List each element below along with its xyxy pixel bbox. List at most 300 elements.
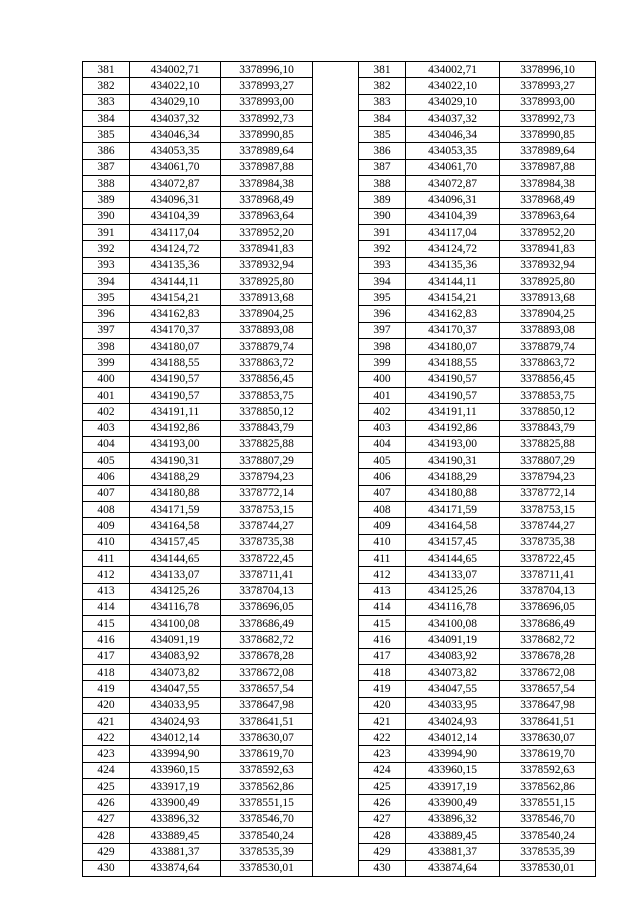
table-row <box>83 404 596 420</box>
table-row <box>83 567 596 583</box>
right-y-coordinate-cell: 3378879,74 <box>500 339 596 355</box>
right-y-coordinate-cell: 3378893,08 <box>500 322 596 338</box>
left-point-number-cell: 392 <box>83 241 130 257</box>
left-x-coordinate-cell: 434100,08 <box>130 616 221 632</box>
right-y-coordinate-cell: 3378540,24 <box>500 827 596 843</box>
right-y-coordinate-cell: 3378984,38 <box>500 176 596 192</box>
left-x-coordinate-cell: 434002,71 <box>130 62 221 78</box>
table-row <box>83 534 596 550</box>
right-x-coordinate-cell: 434180,88 <box>406 485 500 501</box>
table-row <box>83 420 596 436</box>
table-row <box>83 339 596 355</box>
right-y-coordinate-cell: 3378546,70 <box>500 811 596 827</box>
right-y-coordinate-cell: 3378989,64 <box>500 143 596 159</box>
left-y-coordinate-cell: 3378546,70 <box>221 811 313 827</box>
table-row <box>83 176 596 192</box>
table-row <box>83 290 596 306</box>
right-point-number-cell: 397 <box>359 322 406 338</box>
left-point-number-cell: 420 <box>83 697 130 713</box>
table-gap-cell <box>313 795 359 811</box>
left-x-coordinate-cell: 434053,35 <box>130 143 221 159</box>
right-x-coordinate-cell: 433900,49 <box>406 795 500 811</box>
table-row <box>83 616 596 632</box>
right-point-number-cell: 407 <box>359 485 406 501</box>
left-x-coordinate-cell: 434180,88 <box>130 485 221 501</box>
right-x-coordinate-cell: 434053,35 <box>406 143 500 159</box>
table-row <box>83 257 596 273</box>
left-point-number-cell: 403 <box>83 420 130 436</box>
left-y-coordinate-cell: 3378641,51 <box>221 713 313 729</box>
right-x-coordinate-cell: 433874,64 <box>406 860 500 876</box>
left-x-coordinate-cell: 434104,39 <box>130 208 221 224</box>
table-gap-cell <box>313 78 359 94</box>
left-point-number-cell: 414 <box>83 599 130 615</box>
right-point-number-cell: 405 <box>359 453 406 469</box>
right-point-number-cell: 391 <box>359 224 406 240</box>
left-x-coordinate-cell: 434133,07 <box>130 567 221 583</box>
right-y-coordinate-cell: 3378913,68 <box>500 290 596 306</box>
table-gap-cell <box>313 550 359 566</box>
table-row <box>83 811 596 827</box>
right-point-number-cell: 423 <box>359 746 406 762</box>
table-gap-cell <box>313 762 359 778</box>
left-point-number-cell: 419 <box>83 681 130 697</box>
right-point-number-cell: 387 <box>359 159 406 175</box>
left-x-coordinate-cell: 434022,10 <box>130 78 221 94</box>
table-row <box>83 159 596 175</box>
right-x-coordinate-cell: 434154,21 <box>406 290 500 306</box>
table-gap-cell <box>313 534 359 550</box>
right-x-coordinate-cell: 434190,57 <box>406 371 500 387</box>
left-point-number-cell: 395 <box>83 290 130 306</box>
table-row <box>83 469 596 485</box>
table-row <box>83 844 596 860</box>
table-row <box>83 583 596 599</box>
right-y-coordinate-cell: 3378711,41 <box>500 567 596 583</box>
right-point-number-cell: 425 <box>359 779 406 795</box>
right-y-coordinate-cell: 3378904,25 <box>500 306 596 322</box>
left-y-coordinate-cell: 3378753,15 <box>221 502 313 518</box>
left-y-coordinate-cell: 3378853,75 <box>221 387 313 403</box>
table-gap-cell <box>313 599 359 615</box>
right-x-coordinate-cell: 434125,26 <box>406 583 500 599</box>
table-row <box>83 127 596 143</box>
right-y-coordinate-cell: 3378672,08 <box>500 664 596 680</box>
right-y-coordinate-cell: 3378856,45 <box>500 371 596 387</box>
right-x-coordinate-cell: 434191,11 <box>406 404 500 420</box>
right-point-number-cell: 396 <box>359 306 406 322</box>
left-y-coordinate-cell: 3378850,12 <box>221 404 313 420</box>
left-x-coordinate-cell: 434037,32 <box>130 110 221 126</box>
left-y-coordinate-cell: 3378993,27 <box>221 78 313 94</box>
table-gap-cell <box>313 730 359 746</box>
left-y-coordinate-cell: 3378551,15 <box>221 795 313 811</box>
left-x-coordinate-cell: 434162,83 <box>130 306 221 322</box>
left-x-coordinate-cell: 434164,58 <box>130 518 221 534</box>
table-row <box>83 436 596 452</box>
left-y-coordinate-cell: 3378941,83 <box>221 241 313 257</box>
right-x-coordinate-cell: 434116,78 <box>406 599 500 615</box>
table-gap-cell <box>313 110 359 126</box>
left-y-coordinate-cell: 3378630,07 <box>221 730 313 746</box>
right-point-number-cell: 403 <box>359 420 406 436</box>
left-y-coordinate-cell: 3378996,10 <box>221 62 313 78</box>
right-point-number-cell: 381 <box>359 62 406 78</box>
left-x-coordinate-cell: 434091,19 <box>130 632 221 648</box>
right-point-number-cell: 421 <box>359 713 406 729</box>
right-x-coordinate-cell: 434133,07 <box>406 567 500 583</box>
right-x-coordinate-cell: 434096,31 <box>406 192 500 208</box>
left-x-coordinate-cell: 434072,87 <box>130 176 221 192</box>
right-x-coordinate-cell: 433960,15 <box>406 762 500 778</box>
table-gap-cell <box>313 746 359 762</box>
left-y-coordinate-cell: 3378904,25 <box>221 306 313 322</box>
table-row <box>83 355 596 371</box>
table-gap-cell <box>313 176 359 192</box>
left-point-number-cell: 405 <box>83 453 130 469</box>
left-y-coordinate-cell: 3378686,49 <box>221 616 313 632</box>
left-point-number-cell: 387 <box>83 159 130 175</box>
left-point-number-cell: 410 <box>83 534 130 550</box>
table-gap-cell <box>313 127 359 143</box>
table-gap-cell <box>313 811 359 827</box>
coordinates-table <box>82 61 596 877</box>
left-y-coordinate-cell: 3378893,08 <box>221 322 313 338</box>
right-point-number-cell: 417 <box>359 648 406 664</box>
left-point-number-cell: 413 <box>83 583 130 599</box>
left-y-coordinate-cell: 3378562,86 <box>221 779 313 795</box>
right-point-number-cell: 427 <box>359 811 406 827</box>
left-x-coordinate-cell: 434170,37 <box>130 322 221 338</box>
right-y-coordinate-cell: 3378996,10 <box>500 62 596 78</box>
right-point-number-cell: 424 <box>359 762 406 778</box>
left-y-coordinate-cell: 3378993,00 <box>221 94 313 110</box>
right-y-coordinate-cell: 3378744,27 <box>500 518 596 534</box>
left-x-coordinate-cell: 433917,19 <box>130 779 221 795</box>
right-y-coordinate-cell: 3378592,63 <box>500 762 596 778</box>
table-row <box>83 746 596 762</box>
right-point-number-cell: 412 <box>359 567 406 583</box>
left-point-number-cell: 390 <box>83 208 130 224</box>
left-x-coordinate-cell: 433960,15 <box>130 762 221 778</box>
left-y-coordinate-cell: 3378968,49 <box>221 192 313 208</box>
table-gap-cell <box>313 306 359 322</box>
table-row <box>83 371 596 387</box>
right-x-coordinate-cell: 434104,39 <box>406 208 500 224</box>
right-y-coordinate-cell: 3378963,64 <box>500 208 596 224</box>
right-y-coordinate-cell: 3378753,15 <box>500 502 596 518</box>
left-y-coordinate-cell: 3378744,27 <box>221 518 313 534</box>
left-y-coordinate-cell: 3378772,14 <box>221 485 313 501</box>
right-x-coordinate-cell: 434046,34 <box>406 127 500 143</box>
right-y-coordinate-cell: 3378772,14 <box>500 485 596 501</box>
table-row <box>83 599 596 615</box>
right-point-number-cell: 415 <box>359 616 406 632</box>
right-point-number-cell: 419 <box>359 681 406 697</box>
left-y-coordinate-cell: 3378711,41 <box>221 567 313 583</box>
right-x-coordinate-cell: 434188,55 <box>406 355 500 371</box>
table-gap-cell <box>313 469 359 485</box>
right-point-number-cell: 393 <box>359 257 406 273</box>
table-gap-cell <box>313 697 359 713</box>
right-x-coordinate-cell: 433896,32 <box>406 811 500 827</box>
left-y-coordinate-cell: 3378619,70 <box>221 746 313 762</box>
left-x-coordinate-cell: 433881,37 <box>130 844 221 860</box>
right-y-coordinate-cell: 3378993,00 <box>500 94 596 110</box>
table-row <box>83 208 596 224</box>
right-y-coordinate-cell: 3378682,72 <box>500 632 596 648</box>
right-point-number-cell: 414 <box>359 599 406 615</box>
left-x-coordinate-cell: 434125,26 <box>130 583 221 599</box>
right-point-number-cell: 384 <box>359 110 406 126</box>
right-point-number-cell: 428 <box>359 827 406 843</box>
left-y-coordinate-cell: 3378925,80 <box>221 273 313 289</box>
right-y-coordinate-cell: 3378952,20 <box>500 224 596 240</box>
left-x-coordinate-cell: 434188,55 <box>130 355 221 371</box>
right-x-coordinate-cell: 433994,90 <box>406 746 500 762</box>
right-point-number-cell: 388 <box>359 176 406 192</box>
right-y-coordinate-cell: 3378551,15 <box>500 795 596 811</box>
right-x-coordinate-cell: 434135,36 <box>406 257 500 273</box>
left-y-coordinate-cell: 3378807,29 <box>221 453 313 469</box>
right-point-number-cell: 390 <box>359 208 406 224</box>
right-y-coordinate-cell: 3378925,80 <box>500 273 596 289</box>
left-x-coordinate-cell: 434046,34 <box>130 127 221 143</box>
left-x-coordinate-cell: 434188,29 <box>130 469 221 485</box>
right-point-number-cell: 406 <box>359 469 406 485</box>
table-gap-cell <box>313 827 359 843</box>
left-point-number-cell: 401 <box>83 387 130 403</box>
table-row <box>83 860 596 876</box>
left-x-coordinate-cell: 434024,93 <box>130 713 221 729</box>
right-point-number-cell: 413 <box>359 583 406 599</box>
left-point-number-cell: 408 <box>83 502 130 518</box>
left-x-coordinate-cell: 434190,57 <box>130 387 221 403</box>
left-point-number-cell: 396 <box>83 306 130 322</box>
table-gap-cell <box>313 502 359 518</box>
left-y-coordinate-cell: 3378540,24 <box>221 827 313 843</box>
left-x-coordinate-cell: 434144,11 <box>130 273 221 289</box>
table-row <box>83 387 596 403</box>
left-point-number-cell: 421 <box>83 713 130 729</box>
right-y-coordinate-cell: 3378987,88 <box>500 159 596 175</box>
right-x-coordinate-cell: 434180,07 <box>406 339 500 355</box>
left-y-coordinate-cell: 3378913,68 <box>221 290 313 306</box>
left-x-coordinate-cell: 434144,65 <box>130 550 221 566</box>
table-row <box>83 502 596 518</box>
left-x-coordinate-cell: 434135,36 <box>130 257 221 273</box>
right-x-coordinate-cell: 434190,31 <box>406 453 500 469</box>
table-gap-cell <box>313 713 359 729</box>
right-point-number-cell: 420 <box>359 697 406 713</box>
right-x-coordinate-cell: 434073,82 <box>406 664 500 680</box>
left-point-number-cell: 416 <box>83 632 130 648</box>
left-point-number-cell: 391 <box>83 224 130 240</box>
right-x-coordinate-cell: 433917,19 <box>406 779 500 795</box>
left-point-number-cell: 400 <box>83 371 130 387</box>
table-row <box>83 648 596 664</box>
right-y-coordinate-cell: 3378968,49 <box>500 192 596 208</box>
right-y-coordinate-cell: 3378686,49 <box>500 616 596 632</box>
left-x-coordinate-cell: 434190,31 <box>130 453 221 469</box>
right-y-coordinate-cell: 3378807,29 <box>500 453 596 469</box>
right-y-coordinate-cell: 3378722,45 <box>500 550 596 566</box>
right-y-coordinate-cell: 3378619,70 <box>500 746 596 762</box>
right-x-coordinate-cell: 434083,92 <box>406 648 500 664</box>
left-x-coordinate-cell: 434061,70 <box>130 159 221 175</box>
left-point-number-cell: 429 <box>83 844 130 860</box>
left-x-coordinate-cell: 434047,55 <box>130 681 221 697</box>
right-y-coordinate-cell: 3378941,83 <box>500 241 596 257</box>
left-point-number-cell: 386 <box>83 143 130 159</box>
left-point-number-cell: 404 <box>83 436 130 452</box>
left-point-number-cell: 381 <box>83 62 130 78</box>
left-x-coordinate-cell: 434192,86 <box>130 420 221 436</box>
coordinates-table-body <box>83 62 596 877</box>
table-row <box>83 78 596 94</box>
left-x-coordinate-cell: 434096,31 <box>130 192 221 208</box>
table-row <box>83 306 596 322</box>
left-y-coordinate-cell: 3378530,01 <box>221 860 313 876</box>
table-gap-cell <box>313 453 359 469</box>
right-point-number-cell: 399 <box>359 355 406 371</box>
left-point-number-cell: 394 <box>83 273 130 289</box>
left-point-number-cell: 417 <box>83 648 130 664</box>
right-point-number-cell: 392 <box>359 241 406 257</box>
right-y-coordinate-cell: 3378735,38 <box>500 534 596 550</box>
table-gap-cell <box>313 192 359 208</box>
left-point-number-cell: 399 <box>83 355 130 371</box>
right-x-coordinate-cell: 434072,87 <box>406 176 500 192</box>
table-row <box>83 518 596 534</box>
table-row <box>83 713 596 729</box>
left-y-coordinate-cell: 3378863,72 <box>221 355 313 371</box>
left-y-coordinate-cell: 3378952,20 <box>221 224 313 240</box>
left-y-coordinate-cell: 3378535,39 <box>221 844 313 860</box>
right-point-number-cell: 409 <box>359 518 406 534</box>
table-gap-cell <box>313 371 359 387</box>
right-point-number-cell: 404 <box>359 436 406 452</box>
right-y-coordinate-cell: 3378794,23 <box>500 469 596 485</box>
right-point-number-cell: 395 <box>359 290 406 306</box>
left-x-coordinate-cell: 433896,32 <box>130 811 221 827</box>
right-point-number-cell: 411 <box>359 550 406 566</box>
left-y-coordinate-cell: 3378647,98 <box>221 697 313 713</box>
left-point-number-cell: 407 <box>83 485 130 501</box>
table-row <box>83 224 596 240</box>
left-point-number-cell: 393 <box>83 257 130 273</box>
table-gap-cell <box>313 420 359 436</box>
table-gap-cell <box>313 355 359 371</box>
left-x-coordinate-cell: 434154,21 <box>130 290 221 306</box>
left-point-number-cell: 382 <box>83 78 130 94</box>
left-y-coordinate-cell: 3378592,63 <box>221 762 313 778</box>
right-x-coordinate-cell: 434157,45 <box>406 534 500 550</box>
left-y-coordinate-cell: 3378856,45 <box>221 371 313 387</box>
right-x-coordinate-cell: 434012,14 <box>406 730 500 746</box>
right-x-coordinate-cell: 434144,65 <box>406 550 500 566</box>
left-point-number-cell: 424 <box>83 762 130 778</box>
table-gap-cell <box>313 616 359 632</box>
left-point-number-cell: 423 <box>83 746 130 762</box>
left-x-coordinate-cell: 433994,90 <box>130 746 221 762</box>
left-point-number-cell: 398 <box>83 339 130 355</box>
right-y-coordinate-cell: 3378990,85 <box>500 127 596 143</box>
right-x-coordinate-cell: 433881,37 <box>406 844 500 860</box>
table-gap-cell <box>313 94 359 110</box>
right-y-coordinate-cell: 3378562,86 <box>500 779 596 795</box>
right-y-coordinate-cell: 3378850,12 <box>500 404 596 420</box>
table-gap-cell <box>313 159 359 175</box>
left-y-coordinate-cell: 3378984,38 <box>221 176 313 192</box>
left-y-coordinate-cell: 3378704,13 <box>221 583 313 599</box>
left-y-coordinate-cell: 3378735,38 <box>221 534 313 550</box>
table-row <box>83 730 596 746</box>
right-x-coordinate-cell: 434047,55 <box>406 681 500 697</box>
right-point-number-cell: 430 <box>359 860 406 876</box>
left-point-number-cell: 397 <box>83 322 130 338</box>
right-point-number-cell: 386 <box>359 143 406 159</box>
right-x-coordinate-cell: 434100,08 <box>406 616 500 632</box>
right-y-coordinate-cell: 3378825,88 <box>500 436 596 452</box>
table-row <box>83 322 596 338</box>
table-gap-cell <box>313 273 359 289</box>
table-gap-cell <box>313 648 359 664</box>
left-y-coordinate-cell: 3378989,64 <box>221 143 313 159</box>
table-row <box>83 192 596 208</box>
coordinate-sheet <box>82 61 595 877</box>
right-point-number-cell: 389 <box>359 192 406 208</box>
left-x-coordinate-cell: 434073,82 <box>130 664 221 680</box>
left-y-coordinate-cell: 3378990,85 <box>221 127 313 143</box>
table-row <box>83 779 596 795</box>
right-x-coordinate-cell: 434061,70 <box>406 159 500 175</box>
table-row <box>83 550 596 566</box>
table-gap-cell <box>313 322 359 338</box>
left-point-number-cell: 388 <box>83 176 130 192</box>
table-row <box>83 273 596 289</box>
right-y-coordinate-cell: 3378647,98 <box>500 697 596 713</box>
table-gap-cell <box>313 257 359 273</box>
left-x-coordinate-cell: 434190,57 <box>130 371 221 387</box>
left-point-number-cell: 415 <box>83 616 130 632</box>
table-row <box>83 453 596 469</box>
right-point-number-cell: 402 <box>359 404 406 420</box>
right-x-coordinate-cell: 434192,86 <box>406 420 500 436</box>
table-row <box>83 62 596 78</box>
left-point-number-cell: 412 <box>83 567 130 583</box>
table-row <box>83 632 596 648</box>
right-y-coordinate-cell: 3378843,79 <box>500 420 596 436</box>
table-row <box>83 697 596 713</box>
left-point-number-cell: 389 <box>83 192 130 208</box>
right-point-number-cell: 426 <box>359 795 406 811</box>
right-y-coordinate-cell: 3378863,72 <box>500 355 596 371</box>
right-point-number-cell: 408 <box>359 502 406 518</box>
right-point-number-cell: 382 <box>359 78 406 94</box>
table-gap-cell <box>313 224 359 240</box>
left-y-coordinate-cell: 3378696,05 <box>221 599 313 615</box>
left-point-number-cell: 384 <box>83 110 130 126</box>
right-x-coordinate-cell: 434170,37 <box>406 322 500 338</box>
right-point-number-cell: 418 <box>359 664 406 680</box>
table-gap-cell <box>313 518 359 534</box>
left-point-number-cell: 385 <box>83 127 130 143</box>
right-x-coordinate-cell: 434002,71 <box>406 62 500 78</box>
table-gap-cell <box>313 860 359 876</box>
left-y-coordinate-cell: 3378722,45 <box>221 550 313 566</box>
table-row <box>83 143 596 159</box>
